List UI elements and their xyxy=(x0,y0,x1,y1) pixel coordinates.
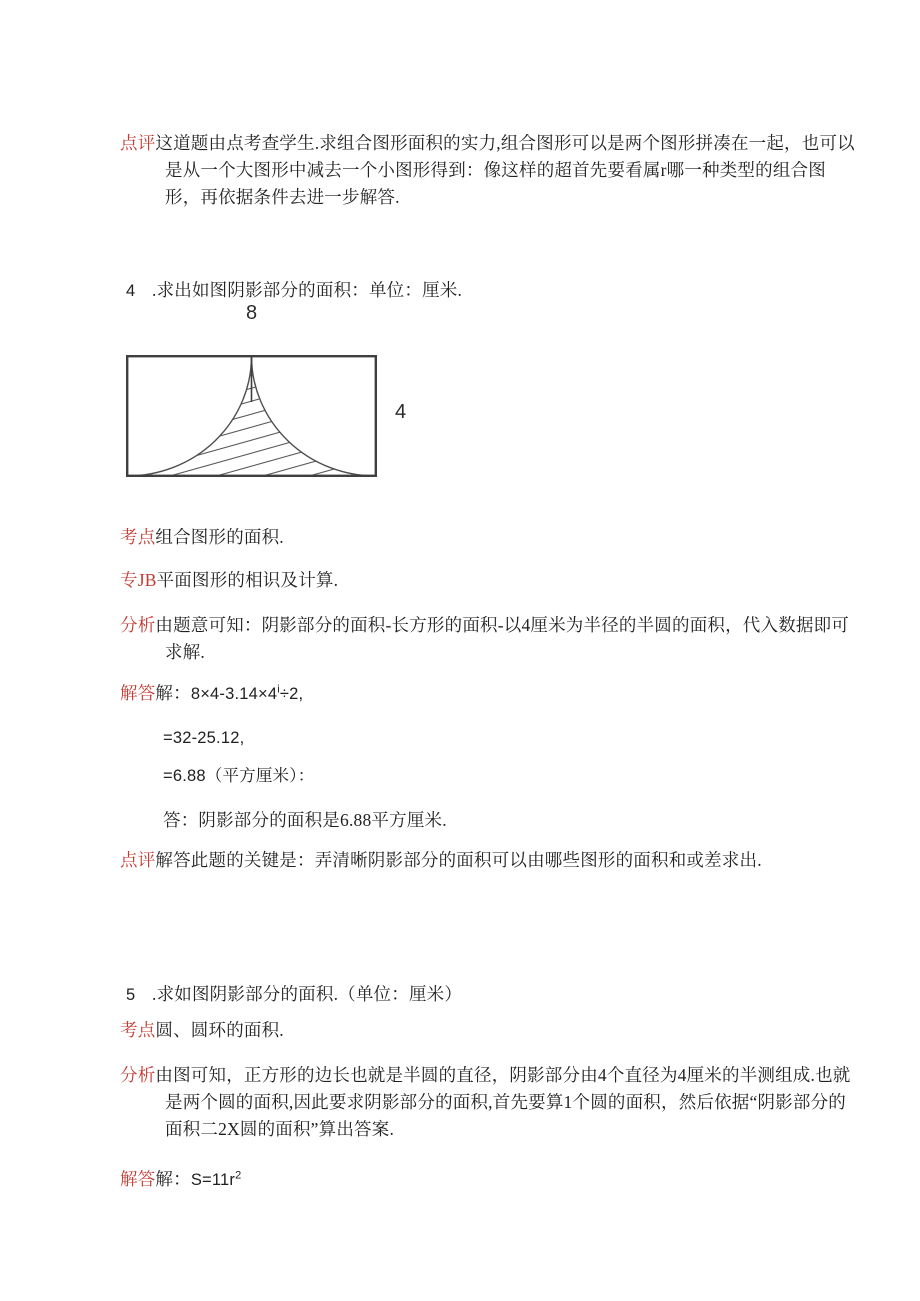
figure4-diagram xyxy=(126,355,377,477)
kaodian-text: 组合图形的面积. xyxy=(155,526,284,547)
problem4-kaodian xyxy=(120,524,857,551)
fenxi-label: 分析 xyxy=(120,614,156,635)
fenxi-text: 由题意可知：阴影部分的面积-长方形的面积-以4厘米为半径的半圆的面积，代入数据即可求解. xyxy=(155,614,850,662)
formula-base: S=11r xyxy=(190,1170,236,1189)
comment-label: 点评 xyxy=(120,132,156,153)
comment-paragraph-prev xyxy=(120,130,857,211)
formula-base: 8×4-3.14×4 xyxy=(190,684,278,703)
problem5-fenxi xyxy=(120,1062,857,1143)
problem4-zhuanti xyxy=(120,567,857,594)
zhuanti-label: 专JB xyxy=(120,569,157,590)
problem4-solution-line1 xyxy=(120,680,812,708)
formula-superscript: 2 xyxy=(235,1169,242,1181)
figure4-top-dimension-label: 8 xyxy=(245,302,258,324)
solve-prefix: 解： xyxy=(155,682,191,703)
jieda-label: 解答 xyxy=(120,1168,156,1189)
dianping-label: 点评 xyxy=(120,849,156,870)
fenxi-label: 分析 xyxy=(120,1064,156,1085)
step2-text: =32-25.12, xyxy=(163,728,245,747)
figure4-right-arc xyxy=(252,356,377,476)
dianping-text: 解答此题的关键是：弄清晰阴影部分的面积可以由哪些图形的面积和或差求出. xyxy=(155,849,762,870)
problem4-fenxi xyxy=(120,612,857,666)
fenxi-text: 由图可知，正方形的边长也就是半圆的直径，阴影部分由4个直径为4厘米的半测组成.也就是两个圆的面积,因此要求阴影部分的面积,首先要算1个圆的面积，然后依据“阴影部分的面积二2X圆的面积”算出答案. xyxy=(155,1064,851,1139)
formula-superscript: i xyxy=(277,683,280,695)
zhuanti-text: 平面图形的相识及计算. xyxy=(156,569,339,590)
problem5-number: 5 xyxy=(126,985,136,1004)
problem4-dianping xyxy=(120,847,857,874)
step3-text: =6.88（平方厘米）： xyxy=(163,766,315,785)
problem5-title: .求如图阴影部分的面积.（单位：厘米） xyxy=(152,983,463,1004)
figure4-side-dimension-label: 4 xyxy=(395,401,407,423)
jieda-label: 解答 xyxy=(120,682,156,703)
kaodian-label: 考点 xyxy=(120,526,156,547)
answer-text: 答：阴影部分的面积是6.88平方厘米. xyxy=(163,809,447,830)
problem5-kaodian xyxy=(120,1017,857,1044)
comment-text: 这道题由点考查学生.求组合图形面积的实力,组合图形可以是两个图形拼凑在一起，也可以是从一个大图形中减去一个小图形得到：像这样的超首先要看属r哪一种类型的组合图形，再依据条件去进一步解答. xyxy=(155,132,855,207)
kaodian-text: 圆、圆环的面积. xyxy=(155,1019,284,1040)
formula-tail: ÷2, xyxy=(279,684,304,703)
problem5-solution-line1 xyxy=(120,1166,812,1194)
problem4-solution-step3 xyxy=(163,763,855,790)
problem4-number: 4 xyxy=(126,281,136,300)
problem5-heading xyxy=(126,981,818,1009)
problem4-answer-line xyxy=(163,807,855,834)
solve-prefix: 解： xyxy=(155,1168,191,1189)
problem4-solution-step2 xyxy=(163,725,855,752)
kaodian-label: 考点 xyxy=(120,1019,156,1040)
problem4-title: .求出如图阴影部分的面积：单位：厘米. xyxy=(152,279,463,300)
